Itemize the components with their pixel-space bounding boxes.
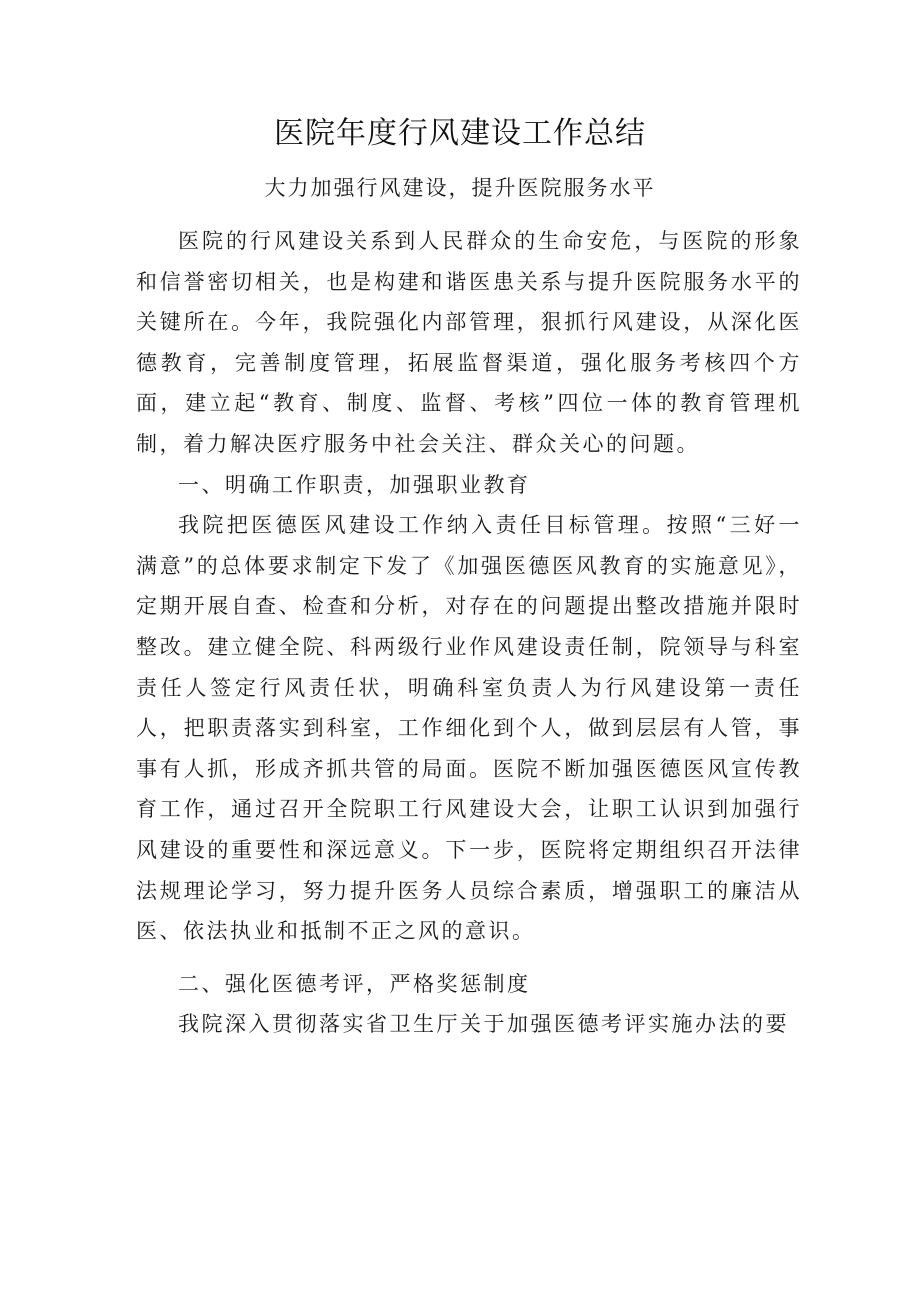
- section-1-heading: 一、明确工作职责，加强职业教育: [178, 472, 531, 497]
- document-title: 医院年度行风建设工作总结: [274, 116, 646, 151]
- intro-paragraph: 医院的行风建设关系到人民群众的生命安危，与医院的形象和信誉密切相关，也是构建和谐医患关系与提升医院服务水平的关键所在。今年，我院强化内部管理，狠抓行风建设，从深化医德教育，完善制度管理，拓展监督渠道，强化服务考核四个方面，建立起“教育、制度、监督、考核”四位一体的教育管理机制，着力解决医疗服务中社会关注、群众关心的问题。: [136, 229, 802, 456]
- section-gap: [136, 952, 802, 964]
- document-body: [136, 221, 802, 1045]
- section-1-paragraph: 我院把医德医风建设工作纳入责任目标管理。按照“三好一满意”的总体要求制定下发了《加强医德医风教育的实施意见》，定期开展自查、检查和分析，对存在的问题提出整改措施并限时整改。建立健全院、科两级行业作风建设责任制，院领导与科室责任人签定行风责任状，明确科室负责人为行风建设第一责任人，把职责落实到科室，工作细化到个人，做到层层有人管，事事有人抓，形成齐抓共管的局面。医院不断加强医德医风宣传教育工作，通过召开全院职工行风建设大会，让职工认识到加强行风建设的重要性和深远意义。下一步，医院将定期组织召开法律法规理论学习，努力提升医务人员综合素质，增强职工的廉洁从医、依法执业和抵制不正之风的意识。: [136, 513, 802, 944]
- section-2-paragraph: 我院深入贯彻落实省卫生厅关于加强医德考评实施办法的要: [178, 1012, 789, 1037]
- section-2-heading: 二、强化医德考评，严格奖惩制度: [178, 971, 531, 996]
- document-subtitle: 大力加强行风建设，提升医院服务水平: [264, 176, 656, 200]
